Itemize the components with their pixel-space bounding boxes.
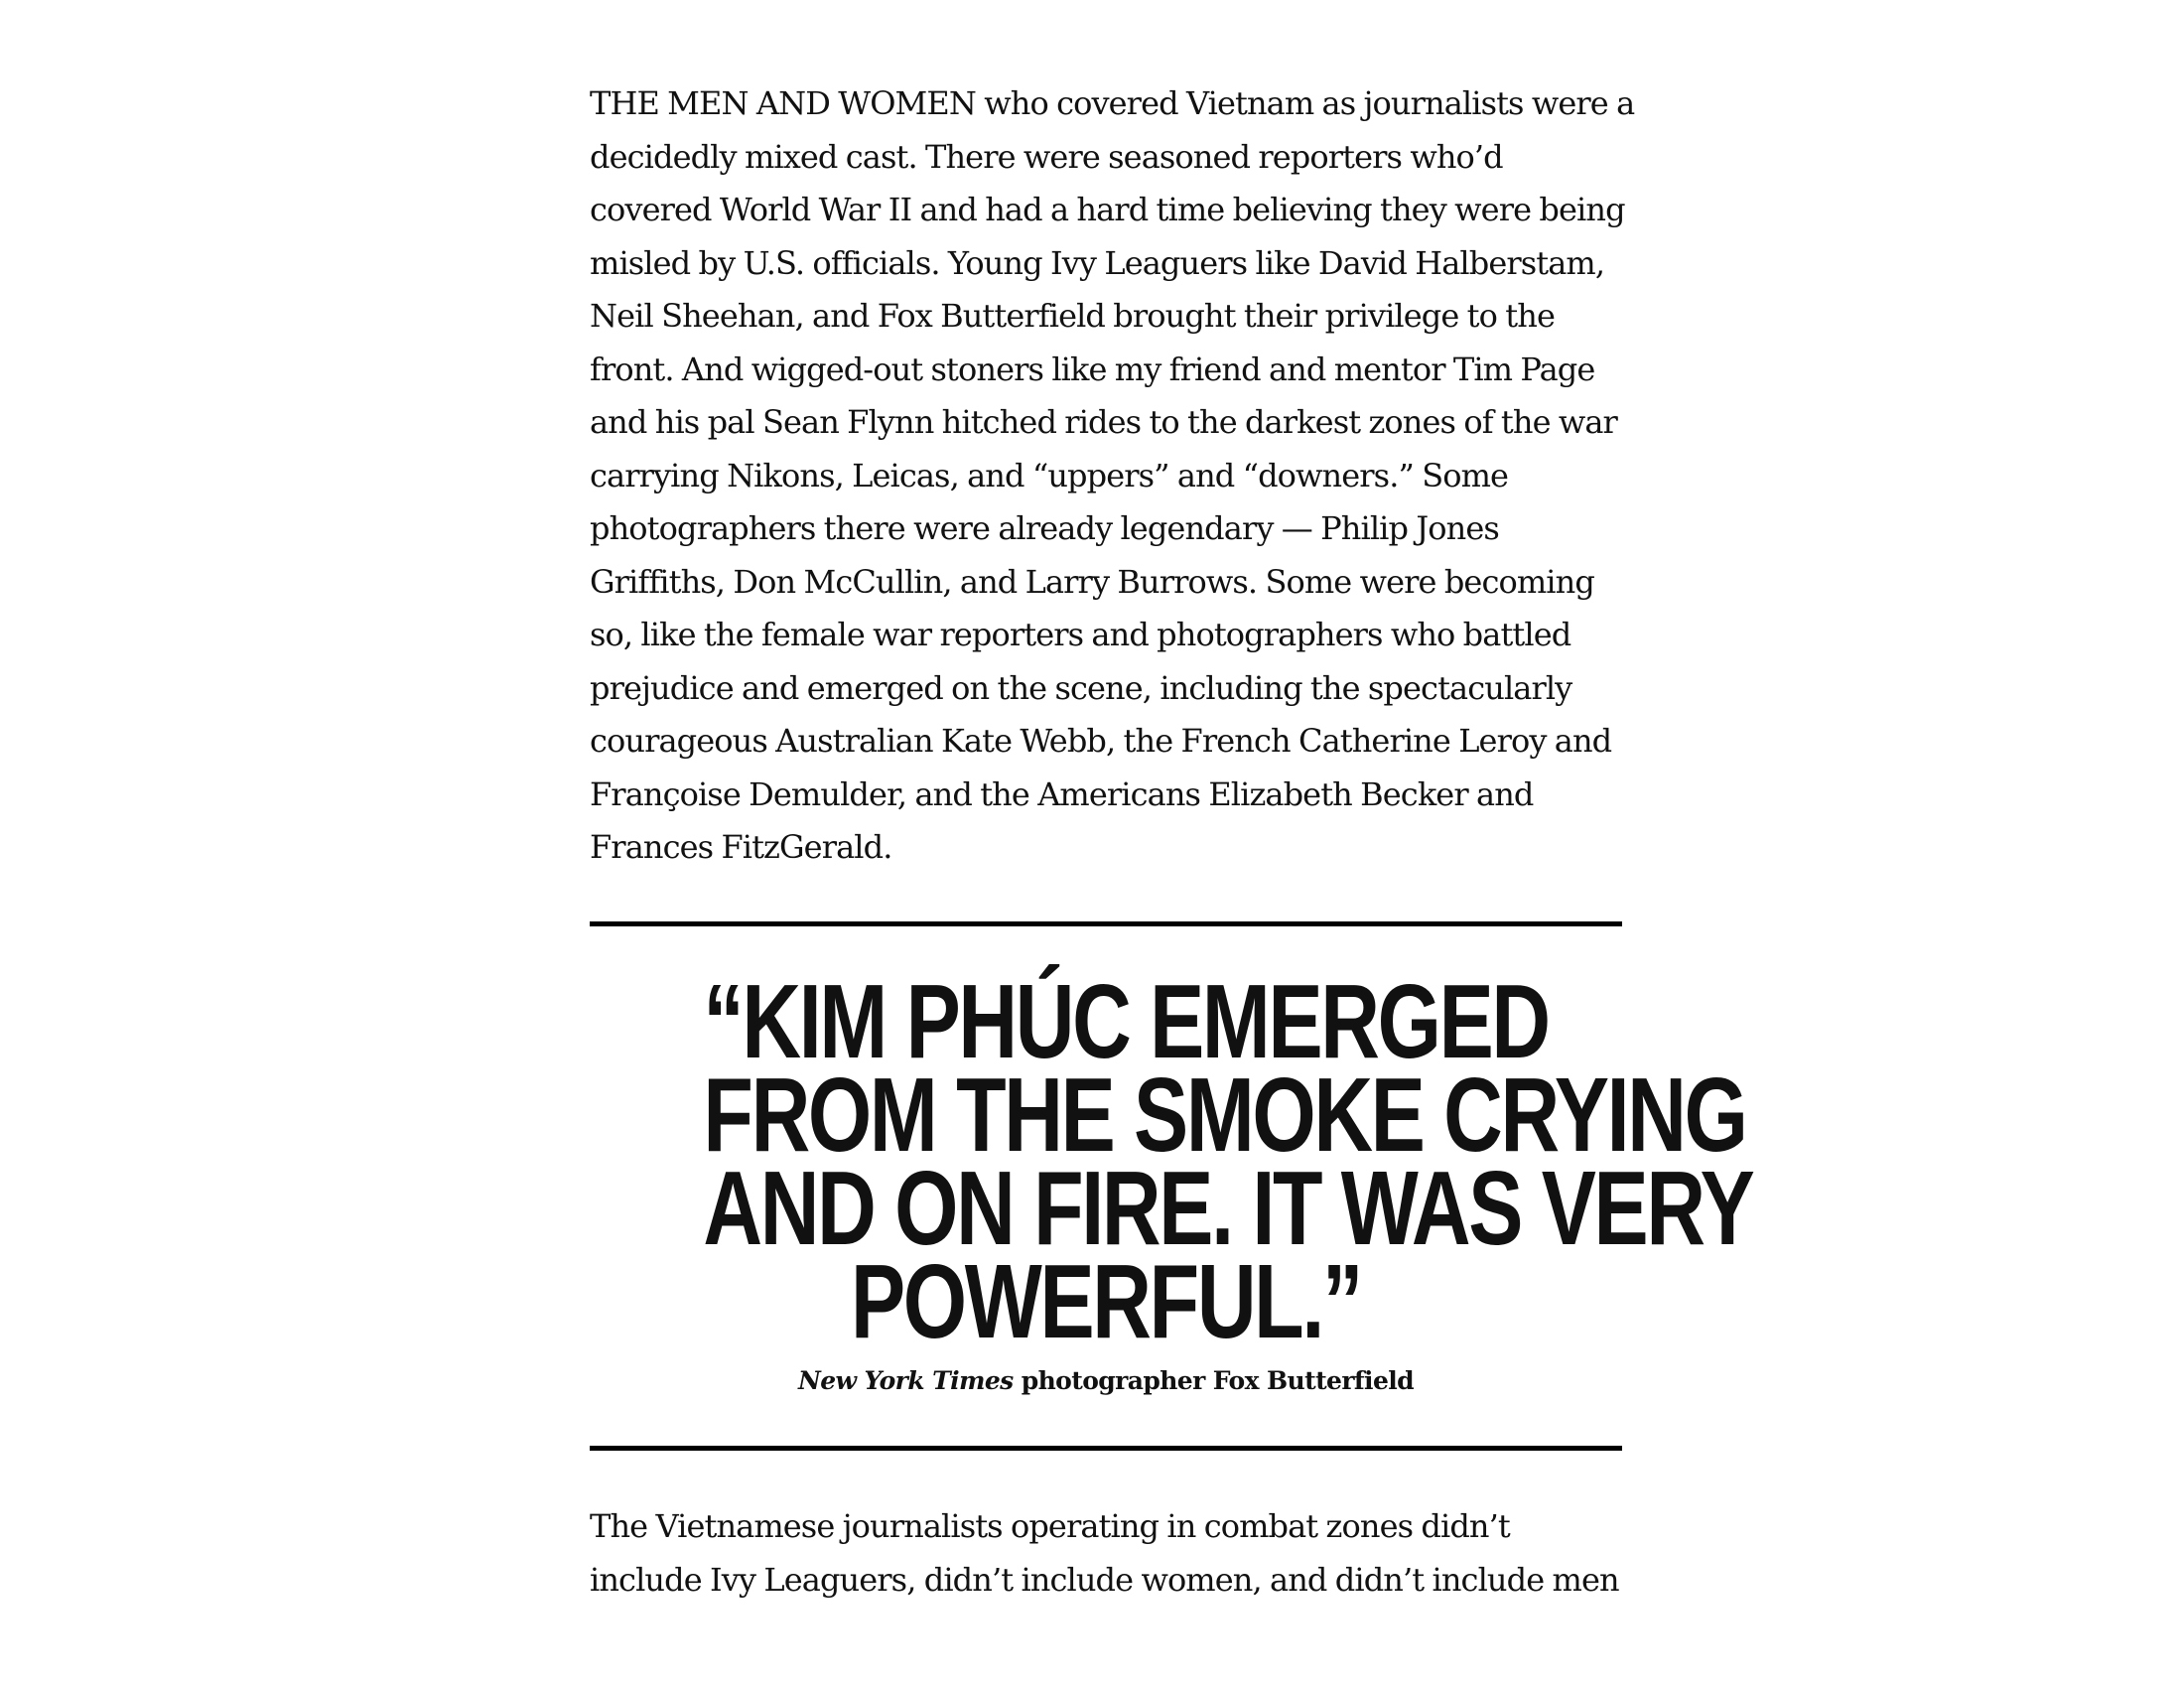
second-paragraph [590, 1500, 1622, 1607]
pullquote-line: “KIM PHÚC EMERGED [703, 963, 1549, 1080]
pullquote-attribution [590, 1366, 1622, 1395]
pullquote-line: AND ON FIRE. IT WAS VERY [703, 1150, 1753, 1267]
paragraph-line: Neil Sheehan, and Fox Butterfield brought their privilege to the [590, 297, 1555, 335]
paragraph-line: decidedly mixed cast. There were seasoned reporters who’d [590, 137, 1503, 176]
paragraph-line: carrying Nikons, Leicas, and “uppers” and “downers.” Some [590, 456, 1509, 494]
attribution-publication: New York Times [797, 1366, 1014, 1395]
paragraph-line: prejudice and emerged on the scene, including the spectacularly [590, 668, 1572, 707]
pullquote-line: FROM THE SMOKE CRYING [703, 1056, 1746, 1174]
paragraph-line: THE MEN AND WOMEN who covered Vietnam as journalists were a [590, 84, 1635, 122]
paragraph-line: include Ivy Leaguers, didn’t include women, and didn’t include men [590, 1560, 1619, 1599]
paragraph-line: Frances FitzGerald. [590, 828, 892, 866]
pullquote [590, 963, 1753, 1360]
paragraph-line: so, like the female war reporters and photographers who battled [590, 616, 1571, 653]
intro-paragraph [590, 77, 1635, 875]
paragraph-line: covered World War II and had a hard time believing they were being [590, 191, 1625, 228]
pullquote-top-rule [590, 921, 1622, 926]
paragraph-line: misled by U.S. officials. Young Ivy Leaguers like David Halberstam, [590, 243, 1605, 282]
paragraph-line: front. And wigged-out stoners like my friend and mentor Tim Page [590, 350, 1595, 388]
pullquote-line: POWERFUL.” [851, 1243, 1361, 1360]
paragraph-line: Françoise Demulder, and the Americans Elizabeth Becker and [590, 774, 1534, 813]
paragraph-line: The Vietnamese journalists operating in combat zones didn’t [590, 1507, 1510, 1545]
paragraph-line: Griffiths, Don McCullin, and Larry Burrows. Some were becoming [590, 562, 1594, 601]
pullquote-bottom-rule [590, 1446, 1622, 1451]
paragraph-line: and his pal Sean Flynn hitched rides to the darkest zones of the war [590, 403, 1617, 441]
paragraph-line: courageous Australian Kate Webb, the French Catherine Leroy and [590, 722, 1612, 760]
attribution-name: photographer Fox Butterfield [1013, 1366, 1415, 1395]
paragraph-line: photographers there were already legendary — Philip Jones [590, 509, 1499, 547]
